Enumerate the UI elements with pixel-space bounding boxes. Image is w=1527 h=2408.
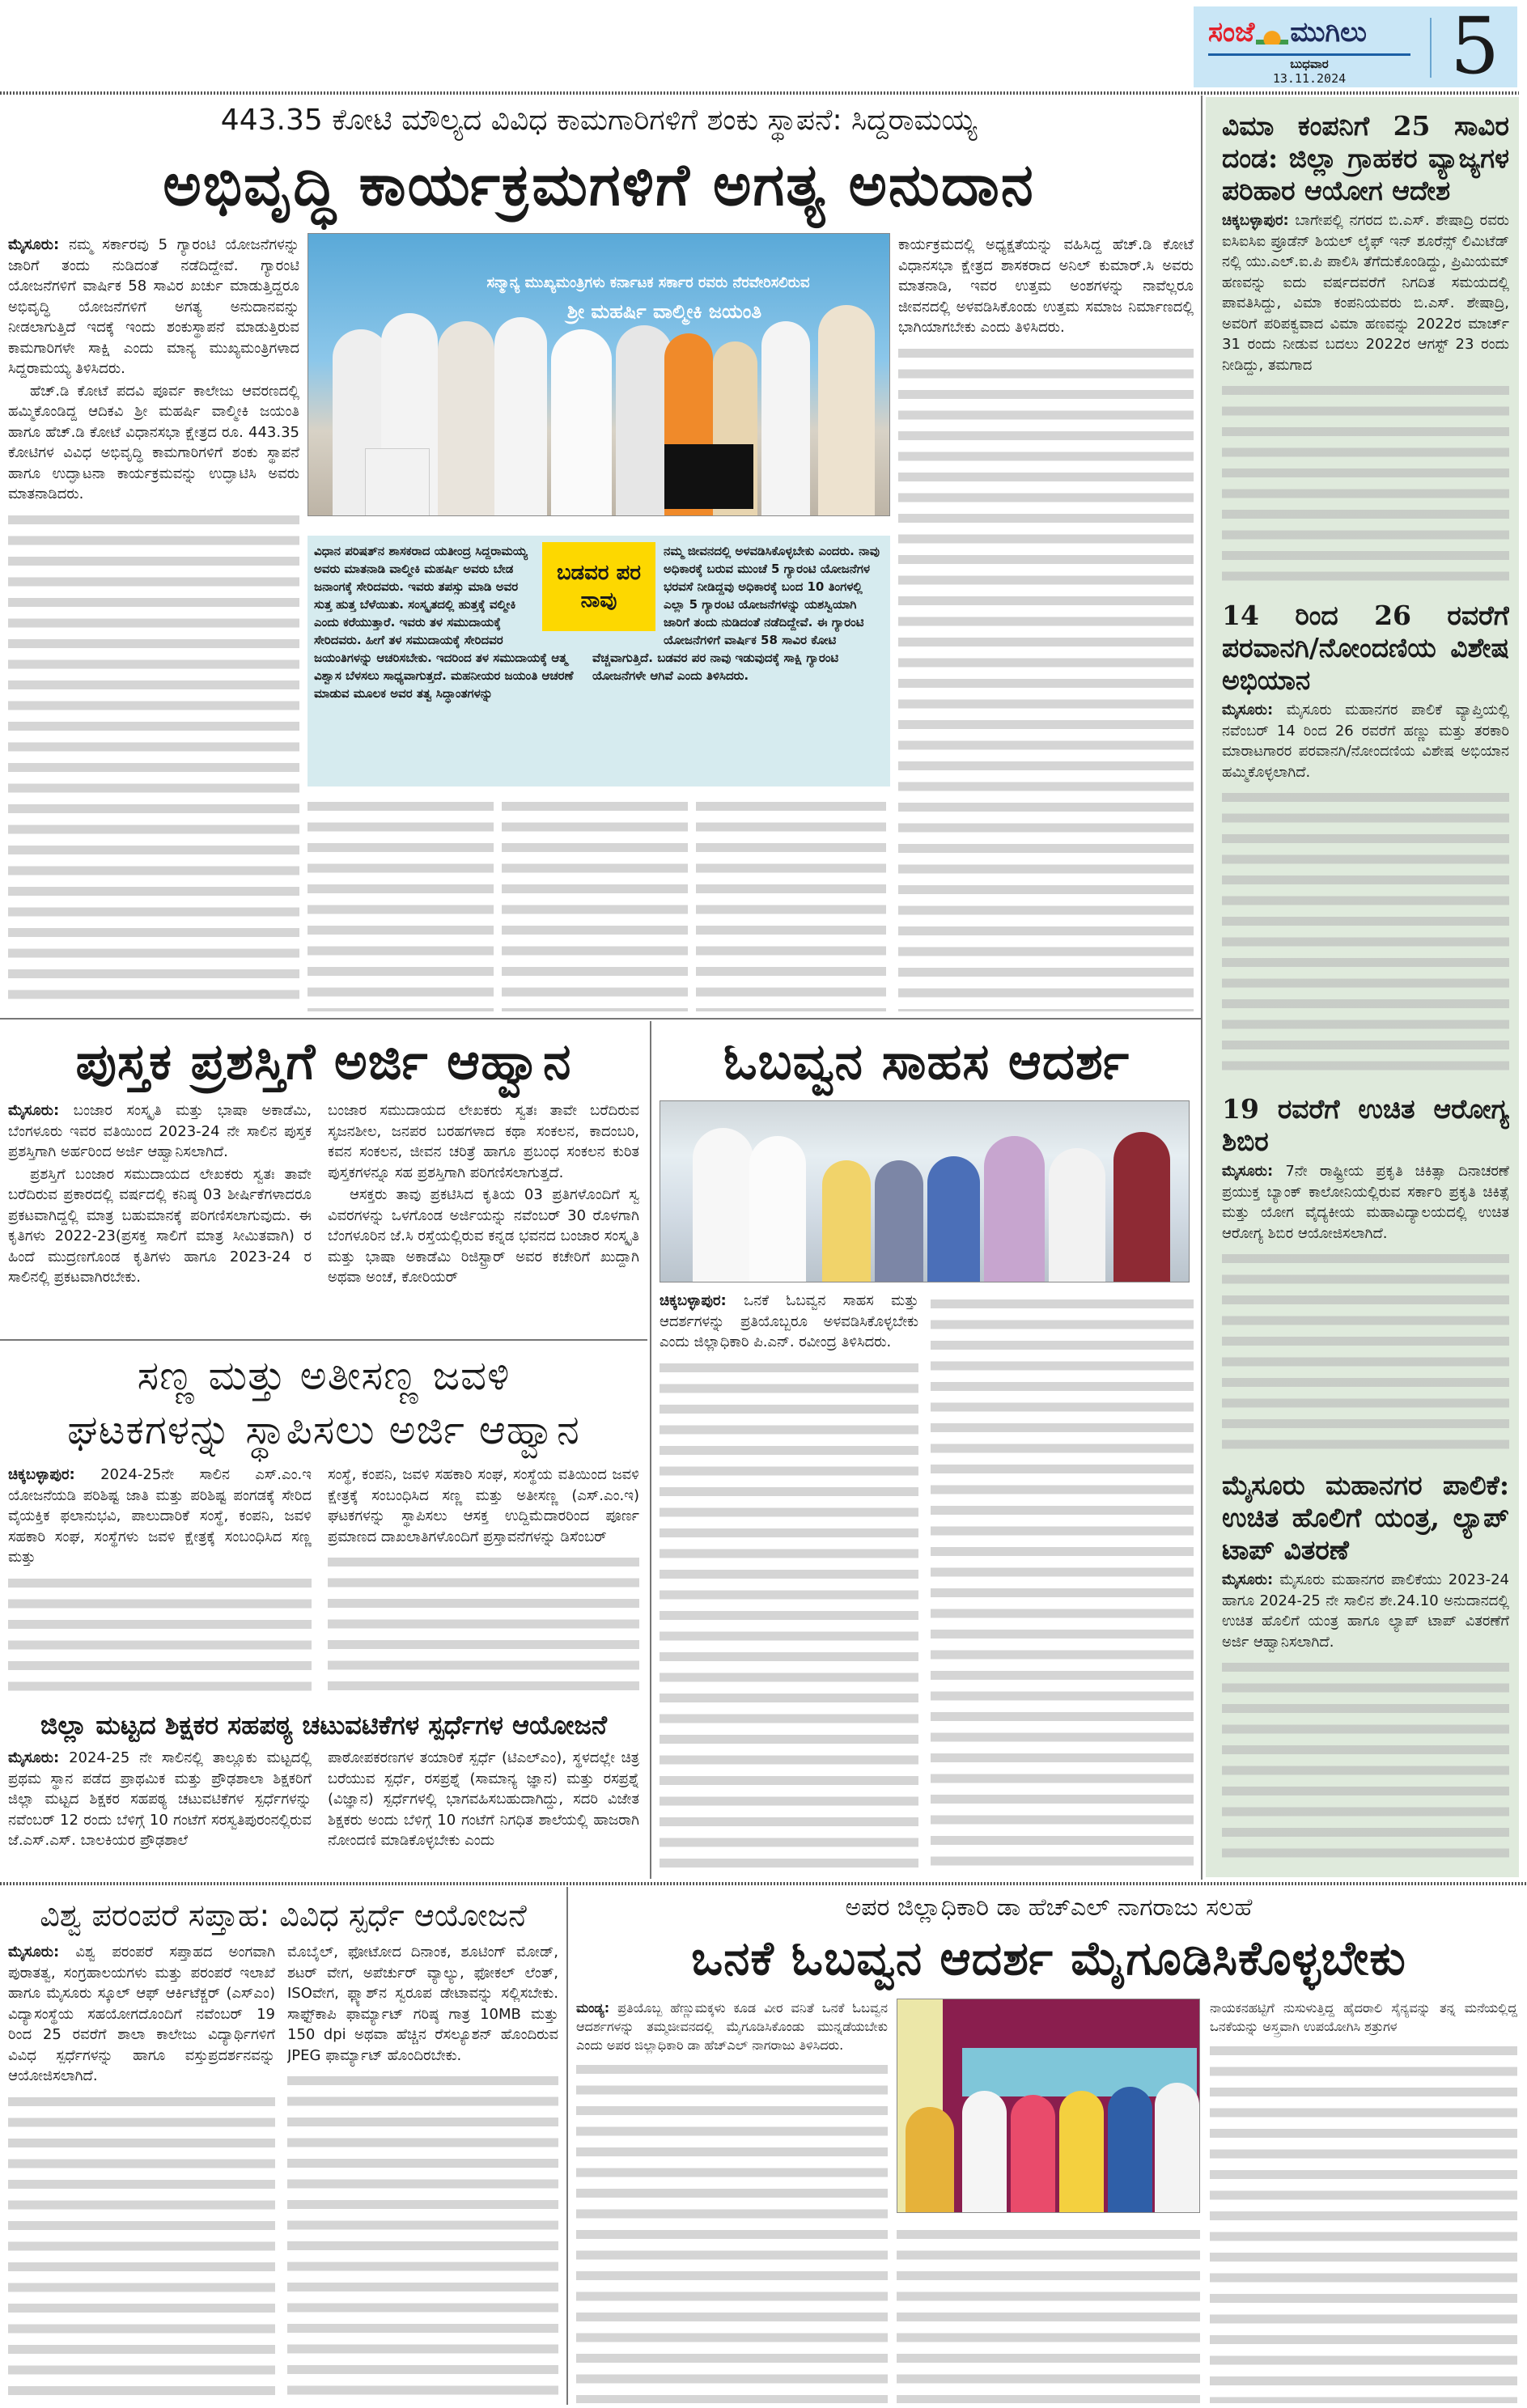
- column-rule: [650, 1021, 651, 1879]
- logo-text-blue: ಮುಗಿಲು: [1290, 16, 1367, 49]
- sidebar-story-4: [1222, 1465, 1509, 1869]
- masthead: [1194, 1, 1517, 91]
- sidebar-story-1: [1222, 105, 1509, 583]
- heritage-headline: ವಿಶ್ವ ಪರಂಪರೆ ಸಪ್ತಾಹ: ವಿವಿಧ ಸ್ಪರ್ಧೆ ಆಯೋಜನೆ: [40, 1897, 527, 1933]
- dateline: ಮಂಡ್ಯ:: [576, 2000, 610, 2016]
- column-rule: [566, 1887, 568, 2405]
- section-rule: [0, 1882, 1527, 1885]
- sidebar-headline: 19 ರವರೆಗೆ ಉಚಿತ ಆರೋಗ್ಯ ಶಿಬಿರ: [1222, 1093, 1509, 1157]
- highlight-right-text: ನಮ್ಮ ಜೀವನದಲ್ಲಿ ಅಳವಡಿಸಿಕೊಳ್ಳಬೇಕು ಎಂದರು. ನಾವು ಅಧಿಕಾರಕ್ಕೆ ಬರುವ ಮುಂಚೆ 5 ಗ್ಯಾರಂಟಿ ಯೋಜನೆಗಳ ಭರವಸೆ ನೀಡಿದ್ದವು ಅಧಿಕಾರಕ್ಕೆ ಬಂದ 10 ತಿಂಗಳಲ್ಲಿ ಎಲ್ಲಾ 5 ಗ್ಯಾರಂಟಿ ಯೋಜನೆಗಳನ್ನು ಯಶಸ್ವಿಯಾಗಿ ಜಾರಿಗೆ ತಂದು ನುಡಿದಂತೆ ನಡೆದಿದ್ದೇವೆ. ಈ ಗ್ಯಾರಂಟಿ ಯೋಜನೆಗಳಿಗೆ ವಾರ್ಷಿಕ 58 ಸಾವಿರ ಕೋಟಿ ವೆಚ್ಚವಾಗುತ್ತಿದೆ. ಬಡವರ ಪರ ನಾವು ಇಡುವುದಕ್ಕೆ ಸಾಕ್ಷಿ ಗ್ಯಾರಂಟಿ ಯೋಜನೆಗಳೇ ಆಗಿವೆ ಎಂದು ತಿಳಿಸಿದರು.: [592, 544, 880, 683]
- text-filler: [308, 796, 494, 1011]
- sidebar-story-2: [1222, 595, 1509, 1080]
- column-rule: [1201, 95, 1203, 1880]
- text-filler: [502, 796, 688, 1011]
- text-filler: [660, 1358, 918, 1878]
- lead-headline: ಅಭಿವೃದ್ಧಿ ಕಾರ್ಯಕ್ರಮಗಳಿಗೆ ಅಗತ್ಯ ಅನುದಾನ: [163, 150, 1035, 218]
- day: ಬುಧವಾರ: [1290, 57, 1329, 71]
- heritage-column-2: [287, 1942, 558, 2403]
- dateline: ಮೈಸೂರು:: [1222, 702, 1274, 719]
- text-filler: [1222, 380, 1509, 583]
- air-cooler: [365, 448, 430, 516]
- text-filler: [8, 510, 299, 1008]
- onake-column-1: [576, 1999, 888, 2403]
- text-filler: [1222, 1657, 1509, 1869]
- text-filler: [696, 796, 886, 1011]
- page-number: 5: [1449, 1, 1500, 91]
- person: [494, 317, 547, 515]
- article-text: ಬಂಜಾರ ಸಮುದಾಯದ ಲೇಖಕರು ಸ್ವತಃ ತಾವೇ ಬರೆದಿರುವ ಸೃಜನಶೀಲ, ಜನಪರ ಬರಹಗಳಾದ ಕಥಾ ಸಂಕಲನ, ಕಾದಂಬರಿ, ಕವನ ಸಂಕಲನ, ಜೀವನ ಚರಿತ್ರೆ ಹಾಗೂ ಪ್ರಬಂಧ ಸಂಕಲನ ಕುರಿತ ಪುಸ್ತಕಗಳನ್ನೂ ಸಹ ಪ್ರಶಸ್ತಿಗಾಗಿ ಪರಿಗಣಿಸಲಾಗುತ್ತದೆ.: [328, 1102, 639, 1181]
- article-text: ಒನಕೆ ಓಬವ್ವನ ಸಾಹಸ ಮತ್ತು ಆದರ್ಶಗಳನ್ನು ಪ್ರತಿಯೊಬ್ಬರೂ ಅಳವಡಿಸಿಕೊಳ್ಳಬೇಕು ಎಂದು ಜಿಲ್ಲಾಧಿಕಾರಿ ಪಿ.ಎನ್. ರವೀಂದ್ರ ತಿಳಿಸಿದರು.: [660, 1292, 918, 1350]
- textile-headline-line-1: ಸಣ್ಣ ಮತ್ತು ಅತೀಸಣ್ಣ ಜವಳಿ: [137, 1352, 511, 1399]
- book-award-column-1: [8, 1100, 312, 1335]
- dateline: ಚಿಕ್ಕಬಳ್ಳಾಪುರ:: [1222, 212, 1289, 229]
- photo-banner-text: ಶ್ರೀ ಮಹರ್ಷಿ ವಾಲ್ಮೀಕಿ ಜಯಂತಿ: [566, 300, 762, 323]
- article-text: 7ನೇ ರಾಷ್ಟ್ರೀಯ ಪ್ರಕೃತಿ ಚಿಕಿತ್ಸಾ ದಿನಾಚರಣೆ ಪ್ರಯುಕ್ತ ಬ್ಯಾಂಕ್ ಕಾಲೋನಿಯಲ್ಲಿರುವ ಸರ್ಕಾರಿ ಪ್ರಕೃತಿ ಚಿಕಿತ್ಸೆ ಮತ್ತು ಯೋಗ ವೈದ್ಯಕೀಯ ಮಹಾವಿದ್ಯಾಲಯದಲ್ಲಿ ಉಚಿತ ಆರೋಗ್ಯ ಶಿಬಿರ ಆಯೋಜಿಸಲಾಗಿದೆ.: [1222, 1163, 1509, 1242]
- person: [693, 1128, 753, 1282]
- article-text: ವಿಶ್ವ ಪರಂಪರೆ ಸಪ್ತಾಹದ ಅಂಗವಾಗಿ ಪುರಾತತ್ವ, ಸಂಗ್ರಹಾಲಯಗಳು ಮತ್ತು ಪರಂಪರೆ ಇಲಾಖೆ ಹಾಗೂ ಮೈಸೂರು ಸ್ಕೂಲ್ ಆಫ್ ಆರ್ಕಿಟೆಕ್ಚರ್ (ಎಸ್ಎಂ) ವಿದ್ಯಾಸಂಸ್ಥೆಯ ಸಹಯೋಗದೊಂದಿಗೆ ನವೆಂಬರ್ 19 ರಿಂದ 25 ರವರೆಗೆ ಶಾಲಾ ಕಾಲೇಜು ವಿದ್ಯಾರ್ಥಿಗಳಿಗೆ ವಿವಿಧ ಸ್ಪರ್ಧೆಗಳನ್ನು ಹಾಗೂ ವಸ್ತುಪ್ರದರ್ಶನವನ್ನು ಆಯೋಜಿಸಲಾಗಿದೆ.: [8, 1944, 275, 2084]
- person: [438, 321, 494, 515]
- text-filler: [8, 1573, 312, 1700]
- lead-column-5: [898, 235, 1194, 1011]
- article-text: ಪ್ರತಿಯೊಬ್ಬ ಹೆಣ್ಣುಮಕ್ಕಳು ಕೂಡ ವೀರ ವನಿತೆ ಒನಕೆ ಓಬವ್ವನ ಆದರ್ಶಗಳನ್ನು ತಮ್ಮಜೀವನದಲ್ಲಿ ಮೈಗೂಡಿಸಿಕೊಂಡು ಮುನ್ನಡೆಯಬೇಕು ಎಂದು ಅಪರ ಜಿಲ್ಲಾಧಿಕಾರಿ ಡಾ ಹೆಚ್‌ಎಲ್ ನಾಗರಾಜು ತಿಳಿಸಿದರು.: [576, 2000, 888, 2053]
- article-text: 2024-25 ನೇ ಸಾಲಿನಲ್ಲಿ ತಾಲ್ಲೂಕು ಮಟ್ಟದಲ್ಲಿ ಪ್ರಥಮ ಸ್ಥಾನ ಪಡೆದ ಪ್ರಾಥಮಿಕ ಮತ್ತು ಪ್ರೌಢಶಾಲಾ ಶಿಕ್ಷಕರಿಗೆ ಜಿಲ್ಲಾ ಮಟ್ಟದ ಶಿಕ್ಷಕರ ಸಹಪಠ್ಯ ಚಟುವಟಿಕೆಗಳ ಸ್ಪರ್ಧೆಗಳನ್ನು ನವೆಂಬರ್ 12 ರಂದು ಬೆಳಿಗ್ಗೆ 10 ಗಂಟೆಗೆ ಸರಸ್ವತಿಪುರಂನಲ್ಲಿರುವ ಜೆ.ಎಸ್.ಎಸ್. ಬಾಲಕಿಯರ ಪ್ರೌಢಶಾಲೆ: [8, 1749, 312, 1849]
- text-filler: [8, 2092, 275, 2404]
- person: [551, 329, 612, 515]
- lead-column-4: [696, 793, 886, 1011]
- text-filler: [931, 1294, 1194, 1877]
- onake-photo: [897, 1999, 1200, 2213]
- newspaper-logo: [1208, 15, 1410, 50]
- person: [927, 1156, 980, 1282]
- highlight-left-text: ವಿಧಾನ ಪರಿಷತ್‌ನ ಶಾಸಕರಾದ ಯತೀಂದ್ರ ಸಿದ್ದರಾಮಯ್ಯ ಅವರು ಮಾತನಾಡಿ ವಾಲ್ಮೀಕಿ ಮಹರ್ಷಿ ಅವರು ಬೇಡ ಜನಾಂಗಕ್ಕೆ ಸೇರಿದವರು. ಇವರು ತಪಸ್ಸು ಮಾಡಿ ಅವರ ಸುತ್ತ ಹುತ್ತ ಬೆಳೆಯಿತು. ಸಂಸ್ಕೃತದಲ್ಲಿ ಹುತ್ತಕ್ಕೆ ವಲ್ಮೀಕಿ ಎಂದು ಕರೆಯುತ್ತಾರೆ. ಇವರು ತಳ ಸಮುದಾಯಕ್ಕೆ ಸೇರಿದವರು. ಹೀಗೆ ತಳ ಸಮುದಾಯಕ್ಕೆ ಸೇರಿದವರ ಜಯಂತಿಗಳನ್ನು ಆಚರಿಸಬೇಕು. ಇದರಿಂದ ತಳ ಸಮುದಾಯಕ್ಕೆ ಆತ್ಮ ವಿಶ್ವಾಸ ಬೆಳಸಲು ಸಾಧ್ಯವಾಗುತ್ತದೆ. ಮಹನೀಯರ ಜಯಂತಿ ಆಚರಣೆ ಮಾಡುವ ಮೂಲಕ ಅವರ ತತ್ವ ಸಿದ್ಧಾಂತಗಳನ್ನು: [314, 544, 574, 701]
- person: [906, 2107, 954, 2212]
- person: [1049, 1148, 1105, 1282]
- obavva-headline: ಓಬವ್ವನ ಸಾಹಸ ಆದರ್ಶ: [723, 1032, 1130, 1091]
- tag-space: [592, 542, 664, 641]
- photo-banner-text: ಸನ್ಮಾನ್ಯ ಮುಖ್ಯಮಂತ್ರಿಗಳು ಕರ್ನಾಟಕ ಸರ್ಕಾರ ರವರು ನೆರವೇರಿಸಲಿರುವ: [486, 274, 810, 291]
- obavva-column-2: [931, 1291, 1194, 1877]
- person: [875, 1160, 923, 1282]
- highlight-tag-text: ಬಡವರ ಪರ ನಾವು: [556, 561, 642, 613]
- book-award-headline: ಪುಸ್ತಕ ಪ್ರಶಸ್ತಿಗೆ ಅರ್ಜಿ ಆಹ್ವಾನ: [75, 1032, 572, 1091]
- teachers-headline: ಜಿಲ್ಲಾ ಮಟ್ಟದ ಶಿಕ್ಷಕರ ಸಹಪಠ್ಯ ಚಟುವಟಿಕೆಗಳ ಸ್ಪರ್ಧೆಗಳ ಆಯೋಜನೆ: [40, 1710, 608, 1740]
- article-text: ನಮ್ಮ ಸರ್ಕಾರವು 5 ಗ್ಯಾರಂಟಿ ಯೋಜನೆಗಳನ್ನು ಜಾರಿಗೆ ತಂದು ನುಡಿದಂತೆ ನಡೆದಿದ್ದೇವೆ. ಗ್ಯಾರಂಟಿ ಯೋಜನೆಗಳಿಗೆ ವಾರ್ಷಿಕ 58 ಸಾವಿರ ಖರ್ಚು ಮಾಡುತ್ತಿದ್ದರೂ ಅಭಿವೃದ್ಧಿ ಯೋಜನೆಗಳಿಗೆ ಅಗತ್ಯ ಅನುದಾನವನ್ನು ನೀಡಲಾಗುತ್ತಿದೆ ಇದಕ್ಕೆ ಇಂದು ಶಂಕುಸ್ಥಾಪನೆ ಮಾಡುತ್ತಿರುವ ಕಾಮಗಾರಿಗಳೇ ಸಾಕ್ಷಿ ಎಂದು ಮಾನ್ಯ ಮುಖ್ಯಮಂತ್ರಿಗಳಾದ ಸಿದ್ದರಾಮಯ್ಯ ತಿಳಿಸಿದರು.: [8, 236, 299, 377]
- article-text: 2024-25ನೇ ಸಾಲಿನ ಎಸ್.ಎಂ.ಇ ಯೋಜನೆಯಡಿ ಪರಿಶಿಷ್ಟ ಜಾತಿ ಮತ್ತು ಪರಿಶಿಷ್ಟ ಪಂಗಡಕ್ಕೆ ಸೇರಿದ ವೈಯಕ್ತಿಕ ಫಲಾನುಭವಿ, ಪಾಲುದಾರಿಕೆ ಸಂಸ್ಥೆ, ಕಂಪನಿ, ಜವಳಿ ಸಹಕಾರಿ ಸಂಘ, ಸಂಸ್ಥೆಗಳು ಜವಳಿ ಕ್ಷೇತ್ರಕ್ಕೆ ಸಂಬಂಧಿಸಿದ ಸಣ್ಣ ಮತ್ತು: [8, 1466, 312, 1566]
- dateline: ಮೈಸೂರು:: [8, 1944, 60, 1961]
- dateline: ಚಿಕ್ಕಬಳ್ಳಾಪುರ:: [660, 1292, 727, 1309]
- textile-headline-line-2: ಘಟಕಗಳನ್ನು ಸ್ಥಾಪಿಸಲು ಅರ್ಜಿ ಆಹ್ವಾನ: [67, 1406, 580, 1453]
- person: [761, 321, 810, 515]
- person: [962, 2091, 1007, 2212]
- palm-sun-icon: [1256, 19, 1288, 45]
- sidebar-headline: ಮೈಸೂರು ಮಹಾನಗರ ಪಾಲಿಕೆ: ಉಚಿತ ಹೊಲಿಗೆ ಯಂತ್ರ, ಲ್ಯಾಪ್ ಟಾಪ್ ವಿತರಣೆ: [1222, 1469, 1509, 1566]
- article-text: ಹೆಚ್.ಡಿ ಕೋಟೆ ಪದವಿ ಪೂರ್ವ ಕಾಲೇಜು ಆವರಣದಲ್ಲಿ ಹಮ್ಮಿಕೊಂಡಿದ್ದ ಆದಿಕವಿ ಶ್ರೀ ಮಹರ್ಷಿ ವಾಲ್ಮೀಕಿ ಜಯಂತಿ ಹಾಗೂ ಹೆಚ್.ಡಿ ಕೋಟೆ ವಿಧಾನಸಭಾ ಕ್ಷೇತ್ರದ ರೂ. 443.35 ಕೋಟಿಗಳ ವಿವಿಧ ಅಭಿವೃದ್ಧಿ ಕಾಮಗಾರಿಗಳಿಗೆ ಶಂಕು ಸ್ಥಾಪನೆ ಹಾಗೂ ಉದ್ಘಾಟನಾ ಕಾರ್ಯಕ್ರಮವನ್ನು ಉದ್ಘಾಟಿಸಿ ಅವರು ಮಾತನಾಡಿದರು.: [8, 382, 299, 502]
- person: [1011, 2095, 1055, 2212]
- article-text: ಸಂಸ್ಥೆ, ಕಂಪನಿ, ಜವಳಿ ಸಹಕಾರಿ ಸಂಘ, ಸಂಸ್ಥೆಯ ವತಿಯಿಂದ ಜವಳಿ ಕ್ಷೇತ್ರಕ್ಕೆ ಸಂಬಂಧಿಸಿದ ಸಣ್ಣ ಮತ್ತು ಅತೀಸಣ್ಣ (ಎಸ್.ಎಂ.ಇ) ಘಟಕಗಳನ್ನು ಸ್ಥಾಪಿಸಲು ಆಸಕ್ತ ಉದ್ದಿಮೆದಾರರಿಂದ ಪೂರ್ಣ ಪ್ರಮಾಣದ ದಾಖಲಾತಿಗಳೊಂದಿಗೆ ಪ್ರಸ್ತಾವನೆಗಳನ್ನು ಡಿಸೆಂಬರ್: [328, 1466, 639, 1545]
- obavva-photo: [660, 1100, 1190, 1282]
- person: [1059, 2091, 1104, 2212]
- logo-text-red: ಸಂಜೆ: [1208, 16, 1255, 49]
- person: [818, 305, 875, 515]
- lead-highlight-box: [308, 536, 890, 786]
- article-text: ಮೈಸೂರು ಮಹಾನಗರ ಪಾಲಿಕೆ ವ್ಯಾಪ್ತಿಯಲ್ಲಿ ನವೆಂಬರ್ 14 ರಿಂದ 26 ರವರೆಗೆ ಹಣ್ಣು ಮತ್ತು ತರಕಾರಿ ಮಾರಾಟಗಾರರ ಪರವಾನಗಿ/ನೋಂದಣಿಯ ವಿಶೇಷ ಅಭಿಯಾನ ಹಮ್ಮಿಕೊಳ್ಳಲಾಗಿದೆ.: [1222, 702, 1509, 781]
- text-filler: [287, 2071, 558, 2403]
- person: [1108, 2087, 1152, 2212]
- text-filler: [1210, 2041, 1517, 2403]
- text-filler: [897, 2224, 1200, 2403]
- dateline: ಮೈಸೂರು:: [8, 1102, 60, 1119]
- heritage-column-1: [8, 1942, 275, 2403]
- sidebar-story-3: [1222, 1088, 1509, 1456]
- article-text: ಪ್ರಶಸ್ತಿಗೆ ಬಂಜಾರ ಸಮುದಾಯದ ಲೇಖಕರು ಸ್ವತಃ ತಾವೇ ಬರೆದಿರುವ ಪ್ರಕಾರದಲ್ಲಿ ವರ್ಷದಲ್ಲಿ ಕನಿಷ್ಠ 03 ಶೀರ್ಷಿಕೆಗಳಾದರೂ ಪ್ರಕಟವಾಗಿದ್ದಲ್ಲಿ ಮಾತ್ರ ಬಹುಮಾನಕ್ಕೆ ಪರಿಗಣಿಸಲಾಗುವುದು. ಈ ಕೃತಿಗಳು 2022-23(ಪ್ರಸಕ್ತ ಸಾಲಿಗೆ ಮಾತ್ರ ಸೀಮಿತವಾಗಿ) ರ ಹಿಂದೆ ಮುದ್ರಣಗೊಂಡ ಕೃತಿಗಳು ಹಾಗೂ 2023-24 ರ ಸಾಲಿನಲ್ಲಿ ಪ್ರಕಟವಾಗಿರಬೇಕು.: [8, 1165, 312, 1286]
- lead-column-3: [502, 793, 688, 1011]
- masthead-divider: [1430, 18, 1432, 78]
- text-filler: [1222, 1249, 1509, 1456]
- article-text: ನಾಯಕನಹಟ್ಟಿಗೆ ನುಸುಳುತ್ತಿದ್ದ ಹೈದರಾಲಿ ಸೈನ್ಯವನ್ನು ತನ್ನ ಮನೆಯಲ್ಲಿದ್ದ ಒನಕೆಯನ್ನು ಅಸ್ತ್ರವಾಗಿ ಉಪಯೋಗಿಸಿ ಶತ್ರುಗಳ: [1210, 2000, 1517, 2034]
- text-filler: [576, 2059, 888, 2403]
- monitor: [664, 444, 753, 509]
- sidebar-headline: ವಿಮಾ ಕಂಪನಿಗೆ 25 ಸಾವಿರ ದಂಡ: ಜಿಲ್ಲಾ ಗ್ರಾಹಕರ ವ್ಯಾಜ್ಯಗಳ ಪರಿಹಾರ ಆಯೋಗ ಆದೇಶ: [1222, 110, 1509, 206]
- dateline: ಚಿಕ್ಕಬಳ್ಳಾಪುರ:: [8, 1466, 75, 1483]
- lead-column-2: [308, 793, 494, 1011]
- logo-underline: [1208, 53, 1410, 56]
- teachers-column-1: [8, 1748, 312, 1877]
- article-text: ಪಾಠೋಪಕರಣಗಳ ತಯಾರಿಕೆ ಸ್ಪರ್ಧೆ (ಟಿಎಲ್ಎಂ), ಸ್ಥಳದಲ್ಲೇ ಚಿತ್ರ ಬರೆಯುವ ಸ್ಪರ್ಧೆ, ರಸಪ್ರಶ್ನೆ (ಸಾಮಾನ್ಯ ಜ್ಞಾನ) ಮತ್ತು ರಸಪ್ರಶ್ನೆ (ವಿಜ್ಞಾನ) ಸ್ಪರ್ಧೆಗಳಲ್ಲಿ ಭಾಗವಹಿಸಬಹುದಾಗಿದ್ದು, ಸದರಿ ವಿಜೇತ ಶಿಕ್ಷಕರು ಅಂದು ಬೆಳಿಗ್ಗೆ 10 ಗಂಟೆಗೆ ನಿಗಧಿತ ಶಾಲೆಯಲ್ಲಿ ಹಾಜರಾಗಿ ನೋಂದಣಿ ಮಾಡಿಕೊಳ್ಳಬೇಕು ಎಂದು: [328, 1749, 639, 1849]
- dateline: ಮೈಸೂರು:: [8, 236, 60, 253]
- article-text: ಮೈಸೂರು ಮಹಾನಗರ ಪಾಲಿಕೆಯು 2023-24 ಹಾಗೂ 2024-25 ನೇ ಸಾಲಿನ ಶೇ.24.10 ಅನುದಾನದಲ್ಲಿ ಉಚಿತ ಹೊಲಿಗೆ ಯಂತ್ರ ಹಾಗೂ ಲ್ಯಾಪ್ ಟಾಪ್ ವಿತರಣೆಗೆ ಅರ್ಜಿ ಆಹ್ವಾನಿಸಲಾಗಿದೆ.: [1222, 1571, 1509, 1651]
- book-award-column-2: [328, 1100, 639, 1335]
- textile-column-1: [8, 1465, 312, 1699]
- highlight-right-column: [592, 542, 884, 685]
- text-filler: [898, 343, 1194, 1012]
- article-text: ಆಸಕ್ತರು ತಾವು ಪ್ರಕಟಿಸಿದ ಕೃತಿಯ 03 ಪ್ರತಿಗಳೊಂದಿಗೆ ಸ್ವ ವಿವರಗಳನ್ನು ಒಳಗೊಂಡ ಅರ್ಜಿಯನ್ನು ನವೆಂಬರ್ 30 ರೊಳಗಾಗಿ ಬೆಂಗಳೂರಿನ ಜೆ.ಸಿ ರಸ್ತೆಯಲ್ಲಿರುವ ಕನ್ನಡ ಭವನದ ಬಂಜಾರ ಸಂಸ್ಕೃತಿ ಮತ್ತು ಭಾಷಾ ಅಕಾಡೆಮಿ ರಿಜಿಸ್ಟ್ರಾರ್ ಅವರ ಕಚೇರಿಗೆ ಖುದ್ದಾಗಿ ಅಥವಾ ಅಂಚೆ, ಕೋರಿಯರ್: [328, 1186, 639, 1286]
- person: [984, 1136, 1045, 1282]
- person: [749, 1136, 806, 1282]
- section-rule: [0, 1339, 647, 1341]
- article-text: ಬಂಜಾರ ಸಂಸ್ಕೃತಿ ಮತ್ತು ಭಾಷಾ ಅಕಾಡೆಮಿ, ಬೆಂಗಳೂರು ಇವರ ವತಿಯಿಂದ 2023-24 ನೇ ಸಾಲಿನ ಪುಸ್ತಕ ಪ್ರಶಸ್ತಿಗಾಗಿ ಅರ್ಹರಿಂದ ಅರ್ಜಿ ಆಹ್ವಾನಿಸಲಾಗಿದೆ.: [8, 1102, 312, 1160]
- onake-column-3: [1210, 1999, 1517, 2403]
- sidebar-headline: 14 ರಿಂದ 26 ರವರೆಗೆ ಪರವಾನಗಿ/ನೋಂದಣಿಯ ವಿಶೇಷ ಅಭಿಯಾನ: [1222, 600, 1509, 696]
- person: [1155, 2083, 1199, 2212]
- onake-kicker: ಅಪರ ಜಿಲ್ಲಾಧಿಕಾರಿ ಡಾ ಹೆಚ್‌ಎಲ್ ನಾಗರಾಜು ಸಲಹೆ: [845, 1893, 1253, 1922]
- article-text: ಕಾರ್ಯಕ್ರಮದಲ್ಲಿ ಅಧ್ಯಕ್ಷತೆಯನ್ನು ವಹಿಸಿದ್ದ ಹೆಚ್.ಡಿ ಕೋಟೆ ವಿಧಾನಸಭಾ ಕ್ಷೇತ್ರದ ಶಾಸಕರಾದ ಅನಿಲ್ ಕುಮಾರ್.ಸಿ ಅವರು ಮಾತನಾಡಿ, ಇವರ ಉತ್ತಮ ಅಂಶಗಳನ್ನು ನಾವೆಲ್ಲರೂ ಜೀವನದಲ್ಲಿ ಅಳವಡಿಸಿಕೊಂಡು ಉತ್ತಮ ಸಮಾಜ ನಿರ್ಮಾಣದಲ್ಲಿ ಭಾಗಿಯಾಗಬೇಕು ಎಂದು ತಿಳಿಸಿದರು.: [898, 236, 1194, 336]
- dateline: ಮೈಸೂರು:: [1222, 1571, 1274, 1588]
- date: 13.11.2024: [1272, 71, 1347, 86]
- sidebar: [1206, 97, 1519, 1877]
- article-text: ಬಾಗೇಪಲ್ಲಿ ನಗರದ ಬಿ.ಎಸ್. ಶೇಷಾದ್ರಿ ರವರು ಐಸಿಐಸಿಐ ಪ್ರೂಡೆನ್ ಶಿಯಲ್ ಲೈಫ್ ಇನ್ ಶೂರೆನ್ಸ್ ಲಿಮಿಟೆಡ್ ನಲ್ಲಿ ಯು.ಎಲ್.ಐ.ಪಿ ಪಾಲಿಸಿ ತೆಗೆದುಕೊಂಡಿದ್ದು, ಪ್ರಿಮಿಯಮ್ ಹಣವನ್ನು ಐದು ವರ್ಷದವರೆಗೆ ನಿಗದಿತ ಸಮಯದಲ್ಲಿ ಪಾವತಿಸಿದ್ದು, ವಿಮಾ ಕಂಪನಿಯವರು ಬಿ.ಎಸ್. ಶೇಷಾದ್ರಿ, ಅವರಿಗೆ ಪರಿಪಕ್ವವಾದ ವಿಮಾ ಹಣವನ್ನು 2022ರ ಮಾರ್ಚ್ 31 ರಂದು ನೀಡುವ ಬದಲು 2022ರ ಆಗಸ್ಟ್ 23 ರಂದು ನೀಡಿದ್ದು, ತಮಗಾದ: [1222, 212, 1509, 374]
- textile-column-2: [328, 1465, 639, 1699]
- article-text: ಮೊಬೈಲ್, ಫೋಟೋದ ದಿನಾಂಕ, ಶೂಟಿಂಗ್ ಮೋಡ್, ಶಟರ್ ವೇಗ, ಅಪೆರ್ಚುರ್ ವ್ಯಾಲ್ಯು, ಫೋಕಲ್ ಲೆಂತ್, ISOವೇಗ, ಫ್ಲ್ಯಾಶ್‌ನ ಸ್ವರೂಪ ಡೇಟಾವನ್ನು ಸಲ್ಲಿಸಬೇಕು. ಸಾಫ್ಟ್‌ಕಾಪಿ ಫಾರ್ಮ್ಯಾಟ್ ಗರಿಷ್ಠ ಗಾತ್ರ 10MB ಮತ್ತು 150 dpi ಅಥವಾ ಹೆಚ್ಚಿನ ರೆಸಲ್ಯೂಶನ್ ಹೊಂದಿರುವ JPEG ಫಾರ್ಮ್ಯಾಟ್ ಹೊಂದಿರಬೇಕು.: [287, 1944, 558, 2064]
- person: [822, 1160, 871, 1282]
- text-filler: [328, 1552, 639, 1699]
- teachers-column-2: [328, 1748, 639, 1877]
- dateline: ಮೈಸೂರು:: [1222, 1163, 1274, 1180]
- lead-column-1: [8, 235, 299, 1007]
- masthead-rule: [0, 91, 1519, 95]
- obavva-column-1: [660, 1291, 918, 1877]
- onake-headline: ಒನಕೆ ಓಬವ್ವನ ಆದರ್ಶ ಮೈಗೂಡಿಸಿಕೊಳ್ಳಬೇಕು: [691, 1931, 1406, 1986]
- lead-kicker: 443.35 ಕೋಟಿ ಮೌಲ್ಯದ ವಿವಿಧ ಕಾಮಗಾರಿಗಳಿಗೆ ಶಂಕು ಸ್ಥಾಪನೆ: ಸಿದ್ದರಾಮಯ್ಯ: [220, 104, 978, 137]
- lead-photo: [308, 233, 890, 516]
- person: [1113, 1132, 1170, 1282]
- text-filler: [1222, 787, 1509, 1080]
- dateline: ಮೈಸೂರು:: [8, 1749, 60, 1766]
- section-rule: [0, 1018, 1201, 1020]
- onake-column-2: [897, 2221, 1200, 2403]
